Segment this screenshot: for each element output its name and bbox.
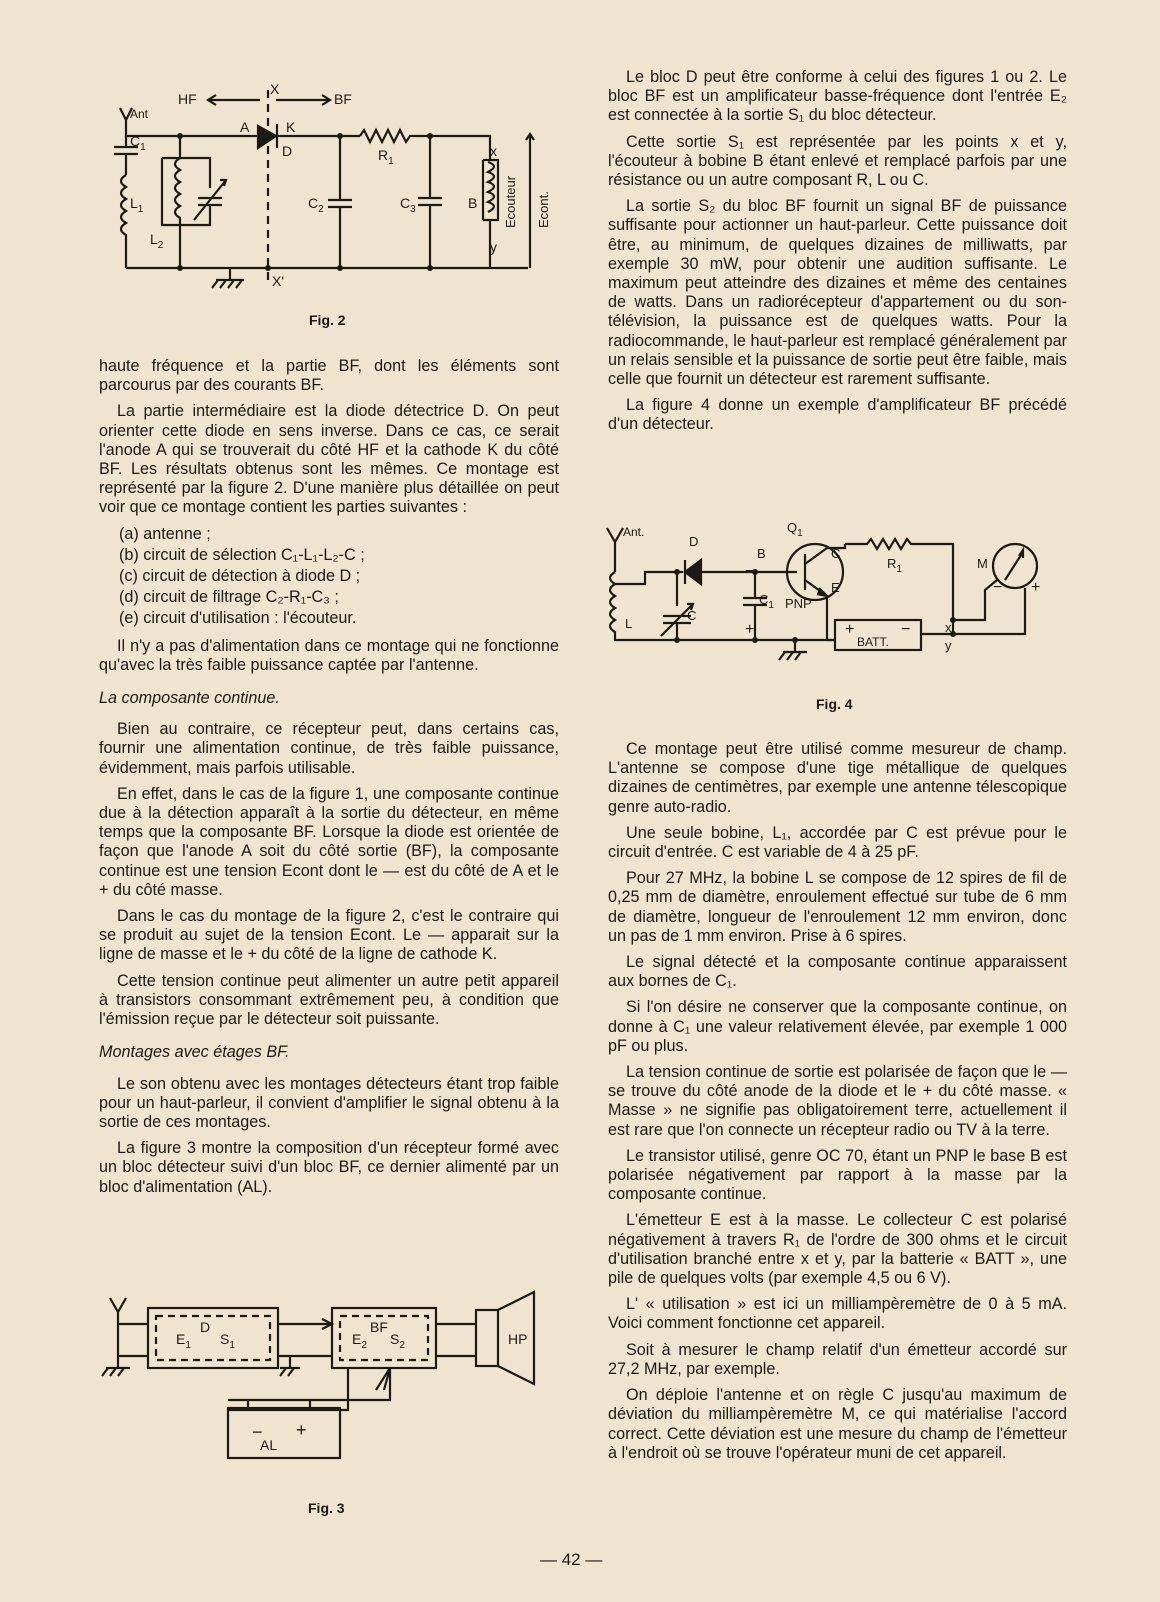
fig2-label-l2: L [150,231,158,247]
fig2-label-c2: C [308,195,319,211]
fig4-label-y: y [945,638,952,653]
fig4-label-batt-minus: − [901,621,911,638]
fig2-label-l2sub: 2 [157,240,164,251]
right-paragraph-15: On déploie l'antenne et on règle C jusqu'au maximum de déviation du milliampèremètre M, ce qui matérialise l'accord correct. Cette déviation est une mesure du champ de l'émetteur à l'endroit où se trouve l'opérateur muni de cet appareil. [608,1386,1067,1462]
fig2-label-px: x [490,143,497,159]
fig4-label-m-plus: + [1031,579,1041,596]
list-item: (c) circuit de détection à diode D ; [119,567,361,586]
fig4-label-c: C [831,546,841,561]
fig4-label-m: M [977,556,988,571]
section-heading-bf: Montages avec étages BF. [99,1043,290,1062]
fig2-label-d: D [282,143,293,159]
fig3-label-s1: S [220,1331,230,1347]
fig2-label-c1sub: 1 [140,142,146,153]
figure-3-block-diagram [100,1290,560,1490]
fig3-caption: Fig. 3 [308,1500,345,1516]
fig4-label-batt: BATT. [857,635,889,649]
page-number: — 42 — [540,1550,603,1569]
fig3-label-al: AL [260,1437,278,1453]
svg-text:R1 [378,147,394,167]
fig2-label-hf: HF [178,91,197,107]
fig2-label-r1sub: 1 [388,156,394,167]
right-paragraph-8: Le signal détecté et la composante continue apparaissent aux bornes de C₁. [608,953,1067,991]
fig4-label-batt-plus: + [845,621,855,638]
right-paragraph-13: L' « utilisation » est ici un milliampèremètre de 0 à 5 mA. Voici comment fonctionne cet appareil. [608,1295,1067,1333]
left-paragraph-1: haute fréquence et la partie BF, dont les éléments sont parcourus par des courants BF. [99,357,559,395]
fig2-label-x: X [270,81,280,97]
fig4-label-qsub: 1 [797,528,803,539]
figure-2-circuit [90,80,560,310]
svg-text:R1 [887,556,902,575]
svg-text:E1 [176,1331,191,1351]
right-paragraph-12: L'émetteur E est à la masse. Le collecteur C est polarisé négativement à travers R₁ de l'ordre de 300 ohms et le circuit d'utilisation branché entre x et y, par la batterie « BATT », une pile de quelques volts (par exemple 4,5 ou 6 V). [608,1211,1067,1288]
fig2-label-ant: Ant [130,107,149,121]
list-item: (e) circuit d'utilisation : l'écouteur. [119,609,357,628]
fig3-label-minus: − [252,1422,263,1442]
fig2-label-l1: L [130,195,138,211]
fig2-label-ecouteur: Ecouteur [503,175,518,228]
fig2-label-c3: C [400,195,411,211]
fig4-label-r1sub: 1 [896,564,902,575]
left-paragraph-5: En effet, dans le cas de la figure 1, une composante continue due à la détection apparaît à la sortie du détecteur, en même temps que la composante BF. Lorsque la diode est orientée de façon que l'anode A soit du côté sortie (BF), la composante continue est une tension Econt dont le — est du côté de A et le + du côté masse. [99,784,559,899]
right-paragraph-5: Ce montage peut être utilisé comme mesureur de champ. L'antenne se compose d'une tige métallique de quelques dizaines de centimètres, par exemple une antenne télescopique genre auto-radio. [608,740,1067,816]
fig4-label-c1: C [759,592,769,607]
fig3-label-d: D [200,1319,211,1335]
fig4-label-pnp: PNP [785,596,812,611]
fig4-label-d: D [689,534,699,549]
fig2-label-c1: C [130,133,141,149]
fig2-label-xp: X' [272,273,285,289]
left-paragraph-3: Il n'y a pas d'alimentation dans ce montage qui ne fonctionne qu'avec la très faible puissance captée par l'antenne. [99,636,559,674]
fig4-label-l: L [625,616,633,631]
fig4-label-b: B [757,546,766,561]
right-paragraph-2: Cette sortie S₁ est représentée par les points x et y, l'écouteur à bobine B étant enlevé et remplacé parfois par une résistance ou un autre composant R, L ou C. [608,132,1067,190]
right-paragraph-4: La figure 4 donne un exemple d'amplificateur BF précédé d'un détecteur. [608,396,1067,434]
fig4-label-q: Q [787,520,798,535]
svg-text:Q1 [787,520,803,539]
fig4-label-c1-plus: + [745,621,755,638]
fig4-caption: Fig. 4 [816,696,853,712]
right-paragraph-10: La tension continue de sortie est polarisée de façon que le — se trouve du côté anode de la diode et le + du côté masse. « Masse » ne signifie pas obligatoirement terre, actuellement il est rare que l'on connecte un récepteur radio ou TV à la terre. [608,1063,1067,1139]
fig2-label-econt: Econt. [536,191,551,228]
right-column-bottom [608,740,1067,1470]
right-paragraph-7: Pour 27 MHz, la bobine L se compose de 12 spires de fil de 0,25 mm de diamètre, enroulement effectué sur tube de 6 mm de diamètre, longueur de l'enroulement 12 mm environ, donc un pas de 1 mm environ. Prise à 6 spires. [608,869,1067,945]
list-item: (d) circuit de filtrage C₂-R₁-C₃ ; [119,588,339,607]
fig2-label-bf: BF [334,91,352,107]
right-paragraph-6: Une seule bobine, L₁, accordée par C est prévue pour le circuit d'entrée. C est variable de 4 à 25 pF. [608,823,1067,862]
svg-text:S2 [390,1331,405,1351]
fig4-label-m-minus: − [993,579,1003,596]
fig2-label-c3sub: 3 [410,204,416,215]
right-paragraph-3: La sortie S₂ du bloc BF fournit un signal BF de puissance suffisante pour actionner un haut-parleur. Cette puissance doit être, au minimum, de quelques dizaines de milliwatts, par exemple 30 mW, pour obtenir une audition suffisante. Le maximum peut atteindre des dizaines et même des centaines de watts. Dans un radiorécepteur d'appartement ou du son-télévision, la puissance est de quelques watts. Pour la radiocommande, le haut-parleur est remplacé généralement par un relais sensible et la puissance de sortie peut être faible, mais celle que fournit un détecteur est rarement suffisante. [608,197,1067,389]
left-paragraph-6: Dans le cas du montage de la figure 2, c'est le contraire qui se produit au sujet de la tension Econt. Le — apparait sur la ligne de masse et le + du côté de la ligne de cathode K. [99,907,559,964]
fig2-label-l1sub: 1 [137,204,144,215]
fig2-label-b: B [468,195,478,211]
fig2-label-c2sub: 2 [318,204,324,215]
right-paragraph-1: Le bloc D peut être conforme à celui des figures 1 ou 2. Le bloc BF est un amplificateur basse-fréquence dont l'entrée E₂ est connectée à la sortie S₁ du bloc détecteur. [608,68,1067,125]
fig4-label-c1-minus: − [745,563,755,580]
fig4-label-cvar: C [687,608,697,623]
fig4-label-c1sub: 1 [768,600,774,611]
right-paragraph-9: Si l'on désire ne conserver que la composante continue, on donne à C₁ une valeur relativement élevée, par exemple 1 000 pF ou plus. [608,998,1067,1055]
list-item: (a) antenne ; [119,524,211,543]
svg-text:L2 [150,231,164,251]
list-item: (b) circuit de sélection C₁-L₁-L₂-C ; [119,545,365,564]
fig3-label-e2: E [352,1331,362,1347]
left-paragraph-7: Cette tension continue peut alimenter un autre petit appareil à transistors consommant extrêmement peu, à condition que l'émission reçue par le détecteur soit puissante. [99,971,559,1029]
left-paragraph-4: Bien au contraire, ce récepteur peut, dans certains cas, fournir une alimentation continue, de très faible puissance, évidemment, mais parfois utilisable. [99,720,559,777]
fig2-label-r1: R [378,147,389,163]
fig3-label-hp: HP [508,1331,528,1347]
svg-text:C1 [759,592,774,611]
fig2-caption: Fig. 2 [309,312,346,328]
left-paragraph-8: Le son obtenu avec les montages détecteurs étant trop faible pour un haut-parleur, il convient d'amplifier le signal obtenu à la sortie de ces montages. [99,1074,559,1131]
svg-text:E2 [352,1331,367,1351]
fig3-label-bf: BF [370,1319,388,1335]
fig3-label-e1sub: 1 [185,1340,191,1351]
fig4-label-r1: R [887,556,897,571]
svg-text:S1 [220,1331,235,1351]
right-paragraph-11: Le transistor utilisé, genre OC 70, étant un PNP le base B est polarisée négativement par rapport à la masse par la composante continue. [608,1146,1067,1204]
right-paragraph-14: Soit à mesurer le champ relatif d'un émetteur accordé sur 27,2 MHz, par exemple. [608,1340,1067,1378]
fig2-label-k: K [286,119,296,135]
left-paragraph-9: La figure 3 montre la composition d'un récepteur formé avec un bloc détecteur suivi d'un bloc BF, ce dernier alimenté par un bloc d'alimentation (AL). [99,1139,559,1196]
svg-text:C3 [400,195,416,215]
fig3-label-s1sub: 1 [229,1340,235,1351]
parts-list [119,525,559,629]
right-column-top [608,68,1067,442]
figure-4-circuit [605,520,1065,680]
fig4-label-ant: Ant. [623,525,645,539]
svg-text:C2 [308,195,324,215]
fig3-label-e2sub: 2 [361,1340,367,1351]
fig4-label-e: E [831,580,840,595]
fig2-label-a: A [240,119,250,135]
svg-text:L1 [130,195,144,215]
fig4-label-x: x [945,620,952,635]
fig3-label-s2sub: 2 [399,1340,405,1351]
section-heading-continue: La composante continue. [99,689,280,708]
fig2-label-py: y [490,239,497,255]
fig3-label-s2: S [390,1331,400,1347]
left-paragraph-2: La partie intermédiaire est la diode détectrice D. On peut orienter cette diode en sens inverse. Dans ce cas, ce serait l'anode A qui se trouverait du côté HF et la cathode K du côté BF. Les résultats obtenus sont les mêmes. Ce montage est représenté par la figure 2. D'une manière plus détaillée on peut voir que ce montage contient les parties suivantes : [99,402,559,517]
fig3-label-plus: + [296,1420,307,1440]
fig3-label-e1: E [176,1331,186,1347]
left-column [99,357,559,1204]
